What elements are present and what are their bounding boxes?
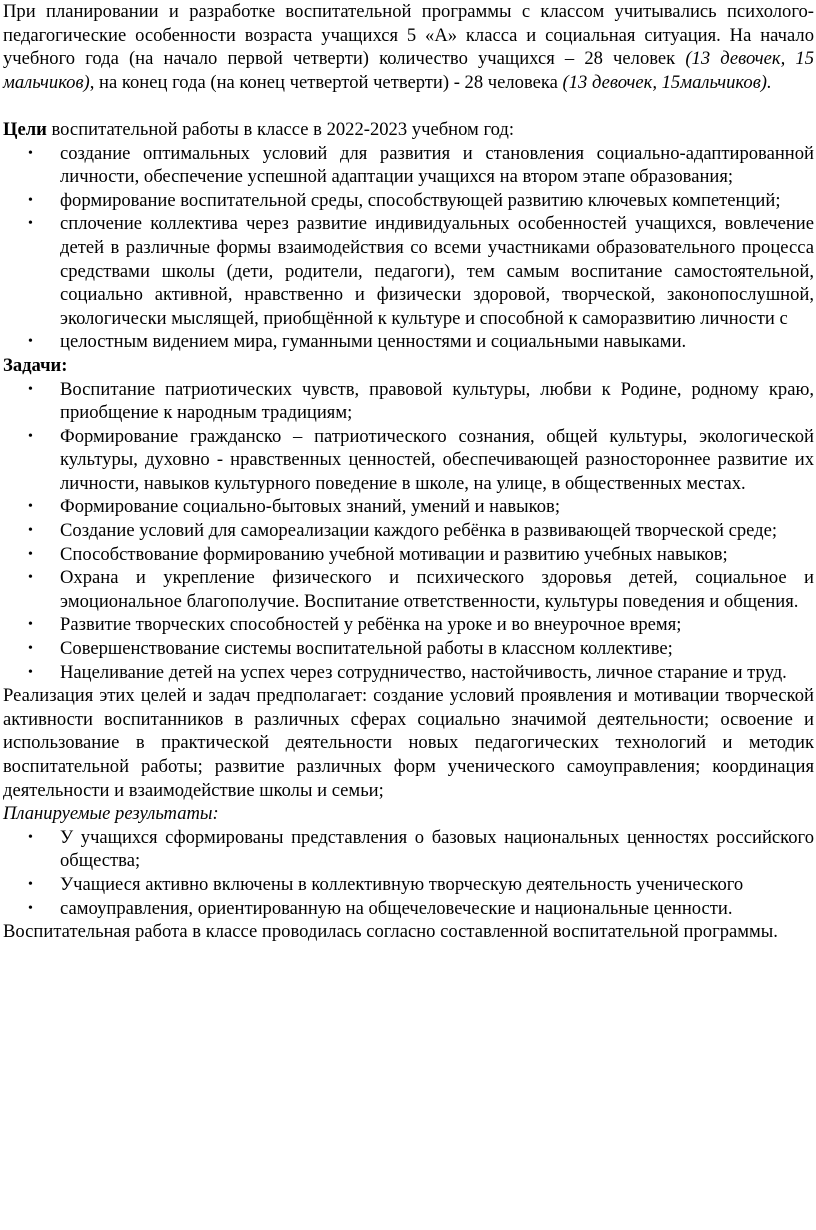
list-item-text: Формирование социально-бытовых знаний, умений и навыков; <box>60 496 560 518</box>
tasks-heading <box>3 354 814 378</box>
list-item-text: Создание условий для самореализации каждого ребёнка в развивающей творческой среде; <box>60 520 778 542</box>
list-item-text: Формирование гражданско – патриотического сознания, общей культуры, экологической культуры, духовно - нравственных ценностей, обеспечивающей разностороннее развитие их личности, навыков культурного поведение в школе, на улице, в общественных местах. <box>60 425 814 494</box>
list-item-text: Охрана и укрепление физического и психического здоровья детей, социальное и эмоциональное благополучие. Воспитание ответственности, культуры поведения и общения. <box>60 567 814 612</box>
goals-heading-rest: воспитательной работы в классе в 2022-2023 учебном год: <box>46 118 515 140</box>
bullet-icon: • <box>28 546 33 562</box>
list-item <box>3 495 814 519</box>
realization-paragraph: Реализация этих целей и задач предполагает: создание условий проявления и мотивации творческой активности воспитанников в различных сферах социально значимой деятельности; освоение и использование в практической деятельности новых педагогических технологий и методик воспитательной работы; развитие различных форм ученического самоуправления; координация деятельности и взаимодействие школы и семьи; <box>3 685 814 801</box>
results-heading <box>3 802 814 826</box>
list-item-text: сплочение коллектива через развитие индивидуальных особенностей учащихся, вовлечение детей в различные формы взаимодействия со всеми участниками образовательного процесса средствами школы (дети, родители, педагоги), тем самым воспитание самостоятельной, социально активной, нравственно и физически здоровой, творческой, законопослушной, экологически мыслящей, приобщённой к культуре и способной к саморазвитию личности с <box>60 213 814 329</box>
bullet-icon: • <box>28 876 33 892</box>
intro-text-1: При планировании и разработке воспитательной программы с классом учитывались психолого-педагогические особенности возраста учащихся 5 «А» класса и социальная ситуация. На начало учебного года (на начало первой четверти) количество учащихся – 28 человек <box>3 1 814 70</box>
list-item <box>3 189 814 213</box>
list-item-text: Учащиеся активно включены в коллективную творческую деятельность ученического <box>60 873 744 895</box>
list-item <box>3 543 814 567</box>
tasks-heading-bold: Задачи: <box>3 354 68 376</box>
list-item-text: формирование воспитательной среды, способствующей развитию ключевых компетенций; <box>60 189 781 211</box>
intro-paragraph <box>3 0 814 94</box>
goals-heading <box>3 118 814 142</box>
bullet-icon: • <box>28 499 33 515</box>
list-item-text: создание оптимальных условий для развития и становления социально-адаптированной личности, обеспечение успешной адаптации учащихся на втором этапе образования; <box>60 142 814 188</box>
intro-italic-1: (13 девочек, 15 мальчиков) <box>3 48 814 93</box>
list-item-text: самоуправления, ориентированную на общечеловеческие и национальные ценности. <box>60 897 733 919</box>
list-item <box>3 637 814 661</box>
list-item <box>3 613 814 637</box>
bullet-icon: • <box>28 570 33 586</box>
list-item <box>3 142 814 189</box>
bullet-icon: • <box>28 900 33 916</box>
list-item <box>3 212 814 330</box>
bullet-icon: • <box>28 664 33 680</box>
results-list <box>3 826 814 920</box>
list-item <box>3 519 814 543</box>
list-item-text: Развитие творческих способностей у ребёнка на уроке и во внеурочное время; <box>60 614 682 636</box>
bullet-icon: • <box>28 381 33 397</box>
bullet-icon: • <box>28 192 33 208</box>
list-item <box>3 873 814 897</box>
bullet-icon: • <box>28 334 33 350</box>
list-item-text: Способствование формированию учебной мотивации и развитию учебных навыков; <box>60 543 728 565</box>
intro-italic-2: (13 девочек, 15мальчиков). <box>562 71 772 93</box>
list-item <box>3 661 814 685</box>
intro-text-2: , на конец года (на конец четвертой четверти) - 28 человека <box>89 71 563 93</box>
bullet-icon: • <box>28 617 33 633</box>
bullet-icon: • <box>28 428 33 444</box>
closing-paragraph: Воспитательная работа в классе проводилась согласно составленной воспитательной программы. <box>3 921 778 943</box>
goals-heading-bold: Цели <box>3 118 47 140</box>
list-item-text: целостным видением мира, гуманными ценностями и социальными навыками. <box>60 331 687 353</box>
list-item <box>3 826 814 873</box>
bullet-icon: • <box>28 641 33 657</box>
list-item <box>3 378 814 425</box>
bullet-icon: • <box>28 523 33 539</box>
list-item <box>3 425 814 496</box>
bullet-icon: • <box>28 829 33 845</box>
list-item <box>3 566 814 613</box>
list-item <box>3 897 814 921</box>
bullet-icon: • <box>28 145 33 161</box>
results-heading-italic: Планируемые результаты: <box>3 803 219 825</box>
list-item-text: Нацеливание детей на успех через сотрудничество, настойчивость, личное старание и труд. <box>60 661 787 683</box>
blank-line <box>3 94 814 118</box>
list-item-text: У учащихся сформированы представления о базовых национальных ценностях российского общества; <box>60 826 814 872</box>
tasks-list <box>3 378 814 685</box>
list-item <box>3 330 814 354</box>
list-item-text: Совершенствование системы воспитательной работы в классном коллективе; <box>60 638 673 660</box>
goals-list <box>3 142 814 354</box>
bullet-icon: • <box>28 216 33 232</box>
list-item-text: Воспитание патриотических чувств, правовой культуры, любви к Родине, родному краю, приобщение к народным традициям; <box>60 378 814 424</box>
